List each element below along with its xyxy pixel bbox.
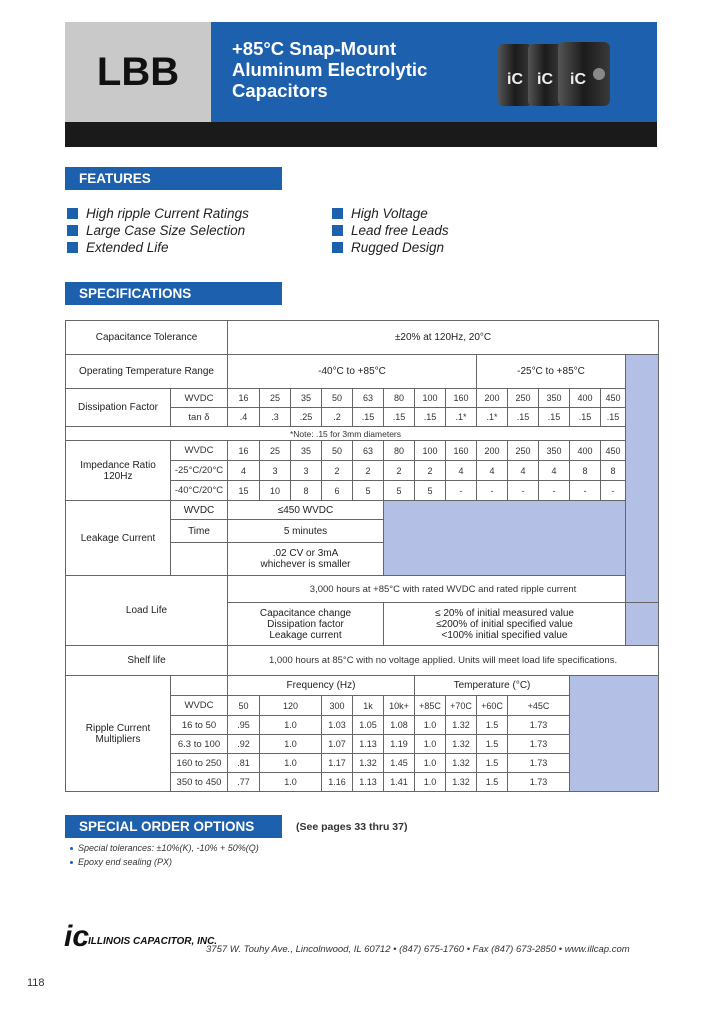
imp-cell: 10 bbox=[260, 481, 291, 501]
tan-cell: .15 bbox=[353, 408, 384, 427]
tan-cell: .15 bbox=[601, 408, 626, 427]
ripple-cell: 1.73 bbox=[508, 735, 570, 754]
blue-fill bbox=[570, 676, 659, 792]
df-note: *Note: .15 for 3mm diameters bbox=[66, 427, 626, 441]
voltage-cell: 50 bbox=[322, 389, 353, 408]
capacitor-icon bbox=[498, 44, 532, 106]
imp-cell: 4 bbox=[539, 461, 570, 481]
freq-col: 300 bbox=[322, 696, 353, 716]
voltage-cell: 16 bbox=[228, 441, 260, 461]
imp-cell: 6 bbox=[322, 481, 353, 501]
ripple-cell: 1.0 bbox=[415, 716, 446, 735]
imp-25-label: -25°C/20°C bbox=[171, 461, 228, 481]
features-heading: FEATURES bbox=[65, 167, 282, 190]
row-df-note bbox=[66, 427, 659, 441]
tan-cell: .4 bbox=[228, 408, 260, 427]
voltage-cell: 100 bbox=[415, 389, 446, 408]
ripple-range: 16 to 50 bbox=[171, 716, 228, 735]
bullet-dot-icon bbox=[70, 847, 73, 850]
leak-label: Leakage Current bbox=[66, 501, 171, 576]
voltage-cell: 63 bbox=[353, 389, 384, 408]
ripple-cell: 1.32 bbox=[353, 754, 384, 773]
voltage-cell: 35 bbox=[291, 441, 322, 461]
imp-cell: - bbox=[477, 481, 508, 501]
bullet-square-icon bbox=[332, 208, 343, 219]
df-wvdc-label: WVDC bbox=[171, 389, 228, 408]
imp-cell: 5 bbox=[384, 481, 415, 501]
ripple-cell: 1.5 bbox=[477, 735, 508, 754]
freq-col: 1k bbox=[353, 696, 384, 716]
ripple-label bbox=[66, 676, 171, 792]
imp-cell: - bbox=[508, 481, 539, 501]
capacitor-photo bbox=[496, 36, 620, 110]
see-pages: (See pages 33 thru 37) bbox=[296, 821, 408, 833]
cap-tolerance-label: Capacitance Tolerance bbox=[66, 321, 228, 355]
bullet-dot-icon bbox=[70, 861, 73, 864]
imp-cell: 2 bbox=[322, 461, 353, 481]
row-ripple-head bbox=[66, 676, 659, 696]
load-item: Capacitance change bbox=[259, 607, 352, 619]
voltage-cell: 450 bbox=[601, 441, 626, 461]
ripple-cell: 1.03 bbox=[322, 716, 353, 735]
ripple-cell: 1.07 bbox=[322, 735, 353, 754]
option-item: Epoxy end sealing (PX) bbox=[70, 857, 172, 867]
ripple-cell: 1.16 bbox=[322, 773, 353, 792]
title-line-2: Aluminum Electrolytic bbox=[232, 59, 428, 80]
ripple-cell: 1.17 bbox=[322, 754, 353, 773]
ripple-cell: .95 bbox=[228, 716, 260, 735]
imp-wvdc-label: WVDC bbox=[171, 441, 228, 461]
imp-cell: 4 bbox=[477, 461, 508, 481]
row-df-wvdc bbox=[66, 389, 659, 408]
empty-cell bbox=[171, 676, 228, 696]
voltage-cell: 200 bbox=[477, 389, 508, 408]
imp-cell: 5 bbox=[415, 481, 446, 501]
ripple-cell: 1.32 bbox=[446, 735, 477, 754]
voltage-cell: 350 bbox=[539, 441, 570, 461]
ripple-cell: 1.08 bbox=[384, 716, 415, 735]
voltage-cell: 25 bbox=[260, 389, 291, 408]
ripple-cell: 1.0 bbox=[260, 773, 322, 792]
ripple-cell: 1.73 bbox=[508, 773, 570, 792]
capacitor-icon bbox=[528, 44, 562, 106]
ripple-cell: 1.73 bbox=[508, 754, 570, 773]
ripple-cell: 1.41 bbox=[384, 773, 415, 792]
imp-cell: 8 bbox=[601, 461, 626, 481]
load-item: Leakage current bbox=[269, 629, 342, 641]
row-shelf bbox=[66, 646, 659, 676]
ripple-cell: 1.5 bbox=[477, 716, 508, 735]
ripple-cell: 1.32 bbox=[446, 773, 477, 792]
voltage-cell: 80 bbox=[384, 389, 415, 408]
imp-cell: 4 bbox=[228, 461, 260, 481]
imp-cell: - bbox=[601, 481, 626, 501]
imp-cell: - bbox=[446, 481, 477, 501]
title-line-1: +85°C Snap-Mount bbox=[232, 38, 397, 59]
leak-time-label: Time bbox=[171, 520, 228, 543]
capacitor-icon bbox=[558, 42, 610, 106]
tan-cell: .15 bbox=[415, 408, 446, 427]
voltage-cell: 50 bbox=[322, 441, 353, 461]
row-load-head bbox=[66, 576, 659, 603]
temperature-head: Temperature (°C) bbox=[415, 676, 570, 696]
imp-cell: 5 bbox=[353, 481, 384, 501]
leak-formula bbox=[228, 543, 384, 576]
ripple-cell: 1.32 bbox=[446, 754, 477, 773]
bullet-square-icon bbox=[332, 242, 343, 253]
imp-cell: - bbox=[570, 481, 601, 501]
blue-fill bbox=[626, 603, 659, 646]
voltage-cell: 250 bbox=[508, 389, 539, 408]
freq-col: 10k+ bbox=[384, 696, 415, 716]
ripple-cell: 1.73 bbox=[508, 716, 570, 735]
ripple-cell: 1.5 bbox=[477, 754, 508, 773]
row-leak-wvdc bbox=[66, 501, 659, 520]
title-line-3: Capacitors bbox=[232, 80, 328, 101]
ripple-label-line-1: Ripple Current bbox=[85, 722, 151, 734]
op-temp-label: Operating Temperature Range bbox=[66, 355, 228, 389]
imp-cell: 4 bbox=[446, 461, 477, 481]
ripple-range: 160 to 250 bbox=[171, 754, 228, 773]
leak-formula-line-2: whichever is smaller bbox=[260, 559, 351, 570]
voltage-cell: 250 bbox=[508, 441, 539, 461]
header-black-rule bbox=[65, 122, 657, 147]
imp-cell: 15 bbox=[228, 481, 260, 501]
voltage-cell: 25 bbox=[260, 441, 291, 461]
load-life-items bbox=[228, 603, 384, 646]
bullet-square-icon bbox=[332, 225, 343, 236]
specifications-table bbox=[65, 320, 659, 792]
feature-item: High ripple Current Ratings bbox=[67, 206, 249, 221]
temp-col: +60C bbox=[477, 696, 508, 716]
temp-col: +70C bbox=[446, 696, 477, 716]
imp-cell: 2 bbox=[384, 461, 415, 481]
empty-cell bbox=[171, 543, 228, 576]
ripple-cell: 1.32 bbox=[446, 716, 477, 735]
bullet-square-icon bbox=[67, 225, 78, 236]
voltage-cell: 100 bbox=[415, 441, 446, 461]
voltage-cell: 63 bbox=[353, 441, 384, 461]
bullet-square-icon bbox=[67, 208, 78, 219]
ripple-cell: 1.0 bbox=[260, 735, 322, 754]
voltage-cell: 160 bbox=[446, 441, 477, 461]
ripple-cell: .77 bbox=[228, 773, 260, 792]
df-tan-label: tan δ bbox=[171, 408, 228, 427]
ripple-cell: 1.13 bbox=[353, 773, 384, 792]
voltage-cell: 400 bbox=[570, 389, 601, 408]
voltage-cell: 350 bbox=[539, 389, 570, 408]
ripple-cell: 1.5 bbox=[477, 773, 508, 792]
imp-cell: 3 bbox=[291, 461, 322, 481]
tan-cell: .3 bbox=[260, 408, 291, 427]
ripple-cell: 1.0 bbox=[260, 716, 322, 735]
special-order-heading: SPECIAL ORDER OPTIONS bbox=[65, 815, 282, 838]
imp-cell: 8 bbox=[570, 461, 601, 481]
leak-formula-line-1: .02 CV or 3mA bbox=[272, 548, 339, 559]
leak-wvdc-value: ≤450 WVDC bbox=[228, 501, 384, 520]
cap-print-2: iC bbox=[537, 71, 553, 88]
tan-cell: .1* bbox=[446, 408, 477, 427]
feature-item: Extended Life bbox=[67, 240, 169, 255]
df-label: Dissipation Factor bbox=[66, 389, 171, 427]
ripple-range: 350 to 450 bbox=[171, 773, 228, 792]
load-life-head: 3,000 hours at +85°C with rated WVDC and rated ripple current bbox=[228, 576, 659, 603]
ripple-cell: 1.0 bbox=[415, 735, 446, 754]
cap-tolerance-value: ±20% at 120Hz, 20°C bbox=[228, 321, 659, 355]
row-cap-tolerance bbox=[66, 321, 659, 355]
row-imp-wvdc bbox=[66, 441, 659, 461]
freq-col: 50 bbox=[228, 696, 260, 716]
tan-cell: .15 bbox=[508, 408, 539, 427]
bullet-square-icon bbox=[67, 242, 78, 253]
imp-cell: - bbox=[539, 481, 570, 501]
load-life-label: Load Life bbox=[66, 576, 228, 646]
page-title bbox=[232, 38, 492, 101]
load-item: Dissipation factor bbox=[267, 618, 344, 630]
cap-print-1: iC bbox=[507, 71, 523, 88]
imp-cell: 3 bbox=[260, 461, 291, 481]
ripple-cell: 1.0 bbox=[260, 754, 322, 773]
op-temp-range-b: -25°C to +85°C bbox=[477, 355, 626, 389]
ripple-cell: 1.13 bbox=[353, 735, 384, 754]
temp-col: +45C bbox=[508, 696, 570, 716]
imp-label: Impedance Ratio 120Hz bbox=[66, 441, 171, 501]
tan-cell: .25 bbox=[291, 408, 322, 427]
blue-fill bbox=[626, 355, 659, 603]
ripple-wvdc-label: WVDC bbox=[171, 696, 228, 716]
voltage-cell: 450 bbox=[601, 389, 626, 408]
voltage-cell: 80 bbox=[384, 441, 415, 461]
option-item: Special tolerances: ±10%(K), -10% + 50%(Q) bbox=[70, 843, 259, 853]
specifications-heading: SPECIFICATIONS bbox=[65, 282, 282, 305]
temp-col: +85C bbox=[415, 696, 446, 716]
tan-cell: .2 bbox=[322, 408, 353, 427]
voltage-cell: 200 bbox=[477, 441, 508, 461]
blue-fill bbox=[384, 501, 626, 576]
leak-time-value: 5 minutes bbox=[228, 520, 384, 543]
tan-cell: .15 bbox=[570, 408, 601, 427]
row-op-temp bbox=[66, 355, 659, 389]
series-code: LBB bbox=[96, 49, 180, 94]
imp-cell: 8 bbox=[291, 481, 322, 501]
freq-col: 120 bbox=[260, 696, 322, 716]
imp-cell: 2 bbox=[353, 461, 384, 481]
footer-address: 3757 W. Touhy Ave., Lincolnwood, IL 60712 • (847) 675-1760 • Fax (847) 673-2850 • www.illcap.com bbox=[206, 944, 630, 955]
shelf-life-label: Shelf life bbox=[66, 646, 228, 676]
ripple-cell: 1.0 bbox=[415, 754, 446, 773]
cap-print-3: iC bbox=[570, 71, 586, 88]
load-result: <100% initial specified value bbox=[441, 629, 568, 641]
voltage-cell: 16 bbox=[228, 389, 260, 408]
logo-mark: ic bbox=[64, 920, 90, 953]
voltage-cell: 400 bbox=[570, 441, 601, 461]
shelf-life-value: 1,000 hours at 85°C with no voltage applied. Units will meet load life specifications. bbox=[228, 646, 659, 676]
load-life-results bbox=[384, 603, 626, 646]
ripple-range: 6.3 to 100 bbox=[171, 735, 228, 754]
page-number: 118 bbox=[27, 977, 45, 989]
ripple-cell: .92 bbox=[228, 735, 260, 754]
voltage-cell: 160 bbox=[446, 389, 477, 408]
imp-cell: 2 bbox=[415, 461, 446, 481]
tan-cell: .15 bbox=[384, 408, 415, 427]
imp-40-label: -40°C/20°C bbox=[171, 481, 228, 501]
tan-cell: .15 bbox=[539, 408, 570, 427]
ripple-cell: 1.0 bbox=[415, 773, 446, 792]
ripple-label-line-2: Multipliers bbox=[95, 733, 141, 745]
ripple-cell: .81 bbox=[228, 754, 260, 773]
ripple-cell: 1.05 bbox=[353, 716, 384, 735]
voltage-cell: 35 bbox=[291, 389, 322, 408]
op-temp-range-a: -40°C to +85°C bbox=[228, 355, 477, 389]
illinois-capacitor-logo bbox=[64, 920, 218, 953]
feature-item: Lead free Leads bbox=[332, 223, 449, 238]
ripple-cell: 1.19 bbox=[384, 735, 415, 754]
load-result: ≤ 20% of initial measured value bbox=[435, 607, 574, 619]
tan-cell: .1* bbox=[477, 408, 508, 427]
feature-item: High Voltage bbox=[332, 206, 428, 221]
frequency-head: Frequency (Hz) bbox=[228, 676, 415, 696]
load-result: ≤200% of initial specified value bbox=[436, 618, 573, 630]
imp-cell: 4 bbox=[508, 461, 539, 481]
feature-item: Rugged Design bbox=[332, 240, 444, 255]
leak-wvdc-label: WVDC bbox=[171, 501, 228, 520]
logo-brand: ILLINOIS CAPACITOR, INC. bbox=[88, 936, 218, 947]
ripple-cell: 1.45 bbox=[384, 754, 415, 773]
feature-item: Large Case Size Selection bbox=[67, 223, 245, 238]
